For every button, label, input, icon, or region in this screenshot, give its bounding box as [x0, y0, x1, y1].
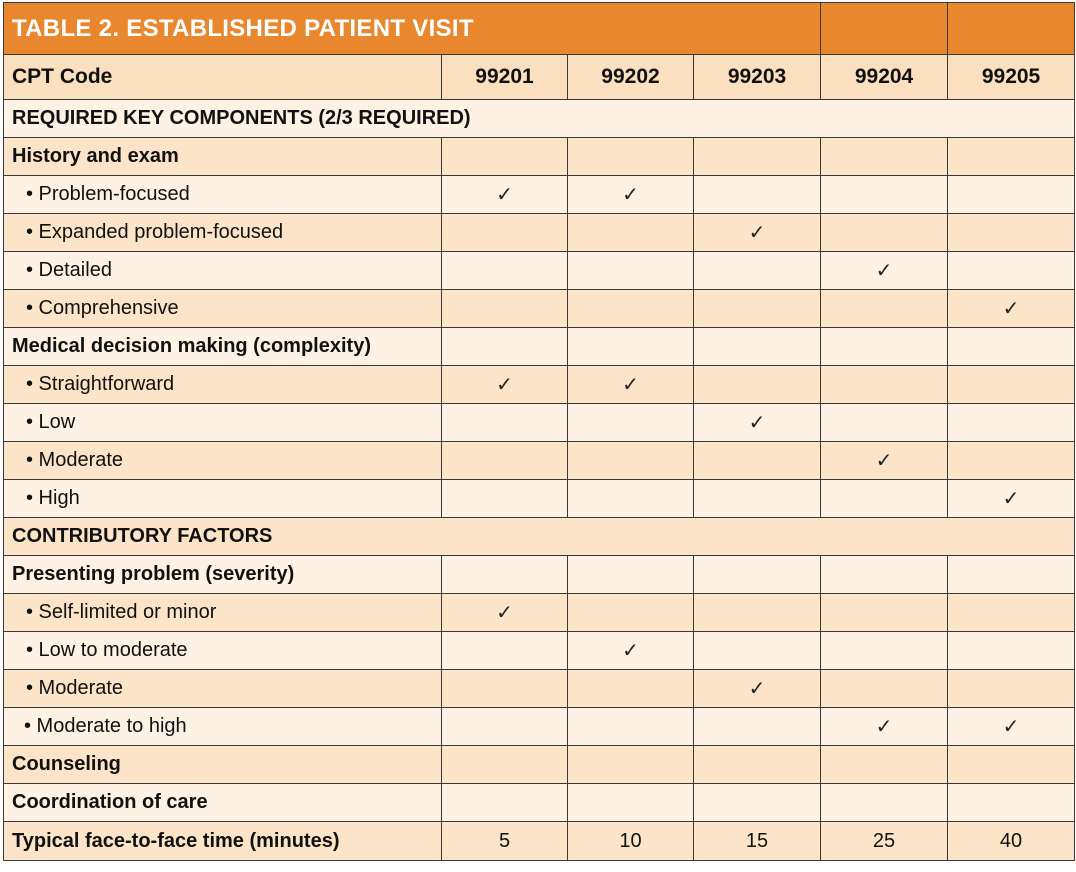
time-value: 25 [821, 822, 948, 861]
check-mark [821, 632, 948, 670]
table-row [4, 252, 1075, 290]
check-mark [568, 670, 694, 708]
check-mark: ✓ [948, 480, 1075, 518]
check-mark [694, 176, 821, 214]
check-mark [568, 252, 694, 290]
check-mark: ✓ [948, 290, 1075, 328]
cell [821, 784, 948, 822]
cell [568, 328, 694, 366]
time-value: 10 [568, 822, 694, 861]
row-label: • Detailed [4, 252, 442, 290]
table-title-row [4, 3, 1075, 55]
row-label: • Self-limited or minor [4, 594, 442, 632]
table-row [4, 366, 1075, 404]
check-mark [948, 670, 1075, 708]
row-label: History and exam [4, 138, 442, 176]
table-row [4, 328, 1075, 366]
row-label: Presenting problem (severity) [4, 556, 442, 594]
check-mark [694, 480, 821, 518]
check-mark [821, 594, 948, 632]
code-header: 99205 [948, 55, 1075, 100]
check-mark [821, 366, 948, 404]
check-mark: ✓ [948, 708, 1075, 746]
check-mark: ✓ [568, 176, 694, 214]
cell [694, 328, 821, 366]
cell [821, 328, 948, 366]
check-mark [568, 480, 694, 518]
cell [694, 138, 821, 176]
check-mark [821, 480, 948, 518]
check-mark: ✓ [821, 252, 948, 290]
check-mark [948, 594, 1075, 632]
table-row [4, 404, 1075, 442]
cell [821, 556, 948, 594]
check-mark [442, 670, 568, 708]
check-mark [442, 708, 568, 746]
table-title: TABLE 2. ESTABLISHED PATIENT VISIT [4, 3, 821, 55]
check-mark [568, 290, 694, 328]
table-row [4, 290, 1075, 328]
cell [948, 784, 1075, 822]
check-mark [694, 290, 821, 328]
row-label: Medical decision making (complexity) [4, 328, 442, 366]
row-label: • Comprehensive [4, 290, 442, 328]
check-mark [821, 176, 948, 214]
check-mark [694, 632, 821, 670]
time-label: Typical face-to-face time (minutes) [4, 822, 442, 861]
code-header: 99203 [694, 55, 821, 100]
cell [442, 746, 568, 784]
check-mark [442, 290, 568, 328]
table-row [4, 176, 1075, 214]
check-mark [694, 708, 821, 746]
section-label: REQUIRED KEY COMPONENTS (2/3 REQUIRED) [4, 100, 1075, 138]
time-value: 40 [948, 822, 1075, 861]
check-mark [948, 366, 1075, 404]
check-mark [948, 252, 1075, 290]
check-mark: ✓ [442, 366, 568, 404]
section-label: CONTRIBUTORY FACTORS [4, 518, 1075, 556]
cell [694, 784, 821, 822]
check-mark [948, 442, 1075, 480]
row-label: • Moderate to high [4, 708, 442, 746]
table-row [4, 214, 1075, 252]
check-mark: ✓ [442, 594, 568, 632]
section-row [4, 518, 1075, 556]
cell [568, 556, 694, 594]
check-mark: ✓ [821, 442, 948, 480]
title-cell [821, 3, 948, 55]
check-mark: ✓ [694, 404, 821, 442]
cell [821, 138, 948, 176]
cell [948, 556, 1075, 594]
cell [948, 138, 1075, 176]
row-label: • Low [4, 404, 442, 442]
check-mark [821, 290, 948, 328]
cell [694, 556, 821, 594]
table-row [4, 632, 1075, 670]
check-mark [442, 632, 568, 670]
check-mark: ✓ [568, 632, 694, 670]
check-mark [694, 252, 821, 290]
code-header: 99202 [568, 55, 694, 100]
table-row [4, 784, 1075, 822]
check-mark [948, 404, 1075, 442]
cell [442, 784, 568, 822]
cpt-code-header: CPT Code [4, 55, 442, 100]
title-cell [948, 3, 1075, 55]
check-mark [948, 632, 1075, 670]
cell [568, 746, 694, 784]
check-mark [568, 404, 694, 442]
check-mark [694, 442, 821, 480]
table-row [4, 746, 1075, 784]
code-header: 99204 [821, 55, 948, 100]
row-label: • Moderate [4, 442, 442, 480]
cell [694, 746, 821, 784]
check-mark [568, 708, 694, 746]
cell [442, 556, 568, 594]
table-row [4, 594, 1075, 632]
cell [568, 138, 694, 176]
check-mark [821, 214, 948, 252]
check-mark [694, 594, 821, 632]
row-label: • Moderate [4, 670, 442, 708]
check-mark [442, 404, 568, 442]
cell [948, 746, 1075, 784]
time-value: 15 [694, 822, 821, 861]
table-row [4, 442, 1075, 480]
section-row [4, 100, 1075, 138]
check-mark [948, 214, 1075, 252]
row-label: • Straightforward [4, 366, 442, 404]
check-mark: ✓ [442, 176, 568, 214]
check-mark: ✓ [821, 708, 948, 746]
check-mark [442, 442, 568, 480]
time-value: 5 [442, 822, 568, 861]
check-mark: ✓ [694, 214, 821, 252]
established-patient-visit-table [3, 2, 1075, 861]
check-mark [442, 252, 568, 290]
table-row [4, 670, 1075, 708]
row-label: Coordination of care [4, 784, 442, 822]
check-mark [821, 404, 948, 442]
header-row [4, 55, 1075, 100]
check-mark: ✓ [694, 670, 821, 708]
row-label: • Problem-focused [4, 176, 442, 214]
check-mark [442, 214, 568, 252]
check-mark: ✓ [568, 366, 694, 404]
cell [948, 328, 1075, 366]
cell [442, 328, 568, 366]
row-label: • High [4, 480, 442, 518]
table-row [4, 480, 1075, 518]
check-mark [568, 442, 694, 480]
row-label: Counseling [4, 746, 442, 784]
check-mark [694, 366, 821, 404]
cell [821, 746, 948, 784]
table-row [4, 556, 1075, 594]
check-mark [442, 480, 568, 518]
code-header: 99201 [442, 55, 568, 100]
check-mark [568, 214, 694, 252]
row-label: • Low to moderate [4, 632, 442, 670]
table-row [4, 708, 1075, 746]
time-row [4, 822, 1075, 861]
row-label: • Expanded problem-focused [4, 214, 442, 252]
cell [442, 138, 568, 176]
cell [568, 784, 694, 822]
check-mark [568, 594, 694, 632]
table-row [4, 138, 1075, 176]
check-mark [821, 670, 948, 708]
check-mark [948, 176, 1075, 214]
